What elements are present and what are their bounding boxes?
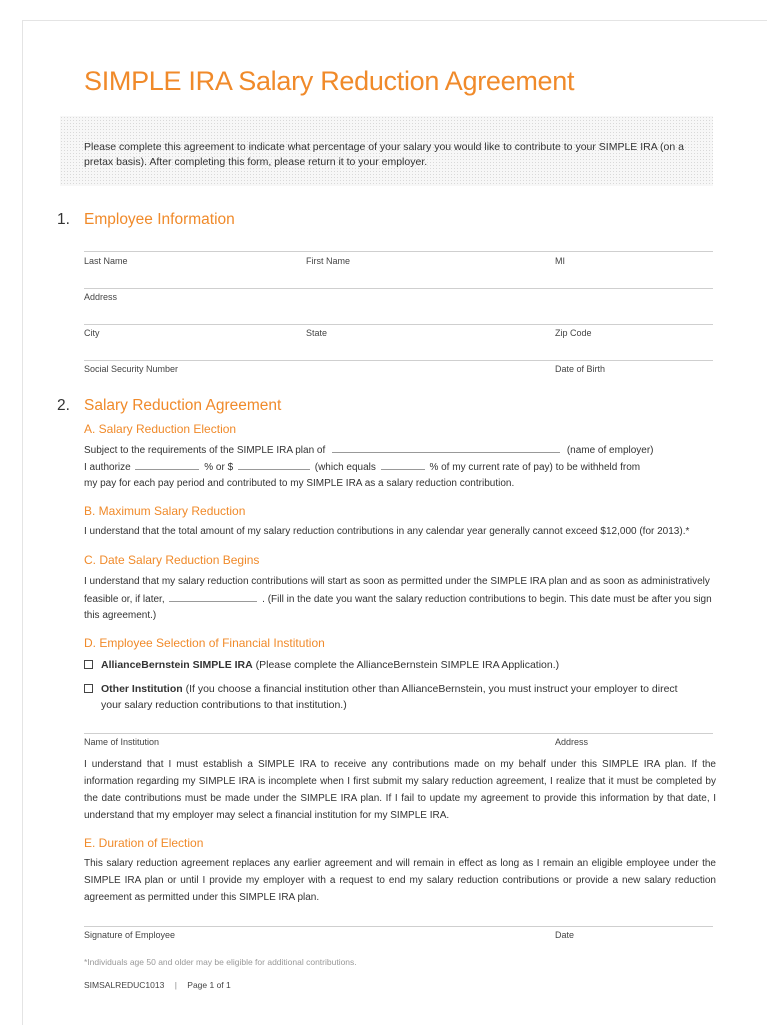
footnote: *Individuals age 50 and older may be eligible for additional contributions. [84, 957, 357, 967]
employer-name-input[interactable] [332, 441, 560, 453]
form-code: SIMSALREDUC1013 [84, 980, 165, 990]
which-equals-text: (which equals [314, 462, 376, 473]
ssn-row-line [84, 360, 713, 361]
dob-field[interactable]: Date of Birth [555, 364, 606, 374]
city-row-line [84, 324, 713, 325]
institution-address-field[interactable]: Address [555, 737, 589, 747]
other-institution-description: (If you choose a financial institution other than AllianceBernstein, you must instruct your employer to direct [185, 683, 678, 695]
alliancebernstein-description: (Please complete the AllianceBernstein SIMPLE IRA Application.) [255, 659, 560, 671]
subsection-b-heading: B. Maximum Salary Reduction [84, 504, 246, 518]
subsection-a-heading: A. Salary Reduction Election [84, 422, 237, 436]
alliancebernstein-label: AllianceBernstein SIMPLE IRA [101, 659, 253, 671]
mi-field[interactable]: MI [555, 256, 565, 266]
institution-name-field[interactable]: Name of Institution [84, 737, 160, 747]
max-reduction-text: I understand that the total amount of my salary reduction contributions in any calendar year generally cannot exceed $12,000 (for 2013).* [84, 526, 690, 537]
date-begins-line-3: this agreement.) [84, 610, 157, 621]
other-institution-label: Other Institution [101, 683, 183, 695]
ssn-field[interactable]: Social Security Number [84, 364, 179, 374]
duration-text: This salary reduction agreement replaces any earlier agreement and will remain in effect as long as I remain an eligible employee under the SIMPLE IRA plan or until I provide my employer with a request to end my salary reduction contributions or provide a new salary reduction agreement as permitted under this SIMPLE IRA plan. [84, 858, 716, 903]
rate-of-pay-text: % of my current rate of pay) to be withheld from [429, 462, 641, 473]
name-row-line [84, 251, 713, 252]
option-other-institution[interactable] [84, 681, 678, 697]
section2-number: 2. [57, 397, 70, 414]
percent-input[interactable] [135, 458, 199, 470]
option-alliancebernstein[interactable] [84, 657, 559, 673]
page-title: SIMPLE IRA Salary Reduction Agreement [84, 66, 575, 96]
election-line-1 [84, 441, 654, 459]
intro-text: Please complete this agreement to indicate what percentage of your salary you would like to contribute to your SIMPLE IRA (on a pretax basis). After completing this form, please return it to your employer. [84, 141, 684, 168]
institution-text: I understand that I must establish a SIMPLE IRA to receive any contributions made on my behalf under this SIMPLE IRA plan. If the information regarding my SIMPLE IRA is incomplete when I first submit my salary reduction agreement, I realize that it must be completed by the date contributions must be made under the SIMPLE IRA plan. If I fail to update my agreement to provide this information by that date, I understand that my employer may select a financial institution for my SIMPLE IRA. [84, 759, 716, 821]
city-field[interactable]: City [84, 328, 100, 338]
fill-in-date-text: . (Fill in the date you want the salary reduction contributions to begin. This date must be after you sign [262, 594, 712, 605]
authorize-text: I authorize [84, 462, 131, 473]
signature-row-line [84, 926, 713, 927]
election-line-2 [84, 458, 640, 476]
subsection-e-heading: E. Duration of Election [84, 836, 204, 850]
feasible-text: feasible or, if later, [84, 594, 165, 605]
subsection-d-heading: D. Employee Selection of Financial Institution [84, 636, 325, 650]
date-begins-line-1: I understand that my salary reduction contributions will start as soon as permitted under the SIMPLE IRA plan and as soon as administratively [84, 576, 710, 587]
footer-separator: | [174, 980, 177, 990]
zip-field[interactable]: Zip Code [555, 328, 592, 338]
employer-name-label: (name of employer) [566, 445, 654, 456]
address-field[interactable]: Address [84, 292, 118, 302]
date-begins-line-2 [84, 590, 712, 608]
election-line-1-text: Subject to the requirements of the SIMPLE IRA plan of [84, 445, 326, 456]
state-field[interactable]: State [306, 328, 328, 338]
election-line-3: my pay for each pay period and contributed to my SIMPLE IRA as a salary reduction contribution. [84, 478, 515, 489]
other-institution-checkbox[interactable] [84, 684, 93, 693]
percent-or-dollar-text: % or $ [204, 462, 234, 473]
other-institution-line-2: your salary reduction contributions to that institution.) [101, 699, 347, 711]
institution-row-line [84, 733, 713, 734]
start-date-input[interactable] [169, 590, 257, 602]
alliancebernstein-checkbox[interactable] [84, 660, 93, 669]
section1-title: Employee Information [84, 211, 235, 228]
equals-percent-input[interactable] [381, 458, 425, 470]
address-row-line [84, 288, 713, 289]
signature-field[interactable]: Signature of Employee [84, 930, 176, 940]
signature-date-field[interactable]: Date [555, 930, 575, 940]
section2-title: Salary Reduction Agreement [84, 397, 282, 414]
page-number: Page 1 of 1 [187, 980, 231, 990]
last-name-field[interactable]: Last Name [84, 256, 128, 266]
subsection-c-heading: C. Date Salary Reduction Begins [84, 553, 260, 567]
dollar-input[interactable] [238, 458, 310, 470]
section1-number: 1. [57, 211, 70, 228]
first-name-field[interactable]: First Name [306, 256, 351, 266]
form-footer [84, 980, 231, 990]
